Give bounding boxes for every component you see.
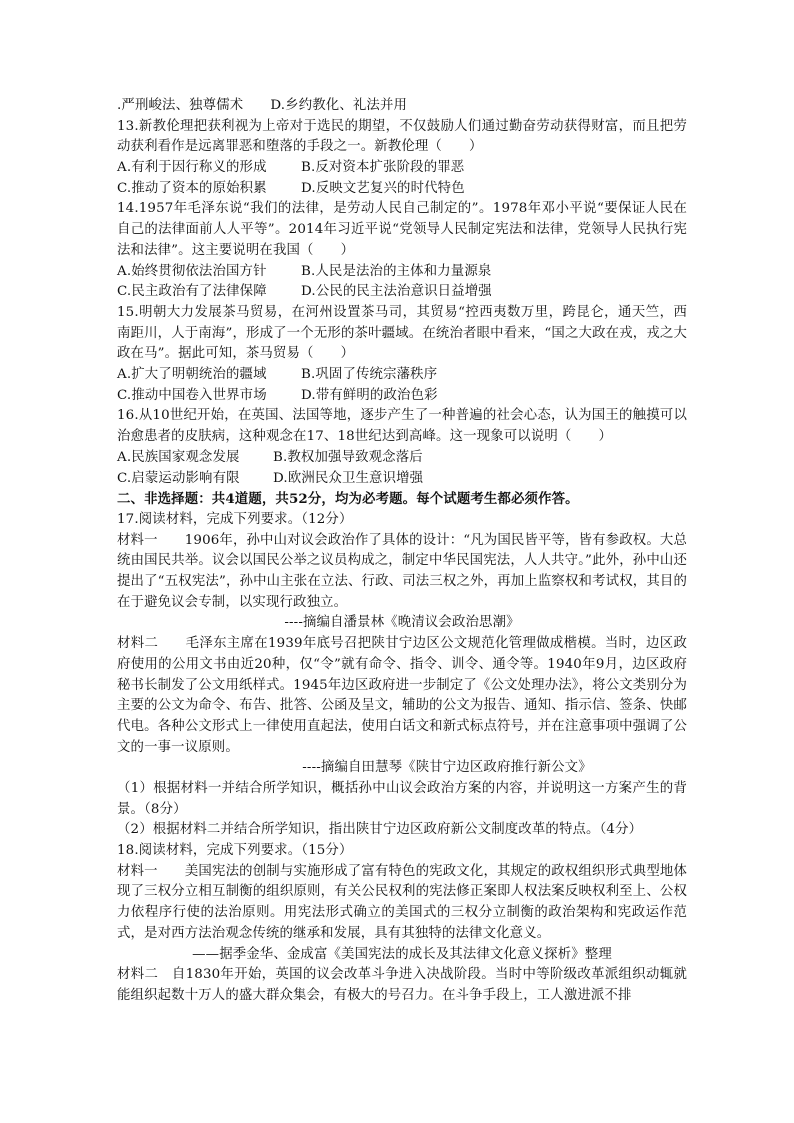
question-17: 17.阅读材料，完成下列要求。（12分） [117, 511, 353, 527]
q14-options-ab [117, 262, 687, 283]
q12-options-cd: .严刑峻法、独尊儒术 D.乡约教化、礼法并用 [117, 98, 408, 113]
question-17-part-1: （1）根据材料一并结合所学知识，概括孙中山议会政治方案的内容，并说明这一方案产生的背景。（8分） [117, 781, 687, 817]
q14-option-a: A.始终贯彻依法治国方针 [117, 263, 267, 279]
q14-options-cd [117, 282, 687, 303]
q13-option-a: A.有利于因行称义的形成 [117, 160, 267, 176]
q14-option-d: D.公民的民主法治意识日益增强 [301, 284, 492, 300]
q15-options-ab [117, 365, 687, 386]
q13-option-c: C.推动了资本的原始积累 [117, 180, 267, 196]
material-2: 材料二 毛泽东主席在1939年底号召把陕甘宁边区公文规范化管理做成楷模。当时，边区政府使用的公用文书由近20种，仅“令”就有命令、指令、训令、通令等。1940年9月，边区政府秘书长制发了公文用纸样式。1945年边区政府进一步制定了《公文处理办法》，将公文类别分为主要的公文为命令、布告、批答、公函及呈文，辅助的公文为报告、通知、指示信、签条、快邮代电。各种公文形式上一律使用直起法，使用白话文和新式标点符号，并在注意事项中强调了公文的一事一议原则。 [117, 636, 687, 755]
question-17-part-2: （2）根据材料二并结合所学知识，指出陕甘宁边区政府新公文制度改革的特点。（4分） [117, 822, 643, 838]
q14-option-b: B.人民是法治的主体和力量源泉 [301, 263, 492, 279]
material-3: 材料一 美国宪法的创制与实施形成了富有特色的宪政文化，其规定的政权组织形式典型地体现了三权分立相互制衡的组织原则，有关公民权利的宪法修正案即人权法案反映权利至上、公权力依程序行使的法治原则。用宪法形式确立的美国式的三权分立制衡的政治架构和宪政运作范式，是对西方法治观念传统的继承和发展，具有其独特的法律文化意义。 [117, 863, 687, 941]
q15-options-cd [117, 386, 687, 407]
q15-option-b: B.巩固了传统宗藩秩序 [301, 367, 438, 383]
question-14: 14.1957年毛泽东说“我们的法律，是劳动人民自己制定的”。1978年邓小平说“要保证人民在自己的法律面前人人平等”。2014年习近平说“党领导人民制定宪法和法律，党领导人民执行宪法和法律”。这主要说明在我国（ ） [117, 201, 687, 258]
q13-option-d: D.反映文艺复兴的时代特色 [301, 180, 465, 196]
material-1-source: ----摘编自潘景林《晚清议会政治思潮》 [284, 615, 520, 631]
q16-option-b: B.教权加强导致观念落后 [273, 449, 423, 465]
q13-option-b: B.反对资本扩张阶段的罪恶 [301, 160, 465, 176]
q16-option-a: A.民族国家观念发展 [117, 449, 240, 465]
q13-options-ab [117, 158, 687, 179]
q16-option-c: C.启蒙运动影响有限 [117, 470, 240, 486]
question-15: 15.明朝大力发展茶马贸易，在河州设置茶马司，其贸易“控西夷数万里，跨昆仑，通天竺，西南距川，人于南海”，形成了一个无形的茶叶疆域。在统治者眼中看来，“国之大政在戎，戎之大政在马”。据此可知，茶马贸易（ ） [117, 304, 687, 362]
q13-options-cd [117, 179, 687, 200]
material-4: 材料二 自1830年开始，英国的议会改革斗争进入决战阶段。当时中等阶级改革派组织动辄就能组织起数十万人的盛大群众集会，有极大的号召力。在斗争手段上，工人激进派不排 [117, 967, 687, 1003]
exam-page [117, 96, 687, 1007]
q16-options-ab [117, 448, 687, 469]
section-2-heading: 二、非选择题：共4道题，共52分，均为必考题。每个试题考生都必须作答。 [117, 491, 579, 508]
q15-option-a: A.扩大了明朝统治的疆域 [117, 367, 267, 383]
q16-option-d: D.欧洲民众卫生意识增强 [273, 470, 424, 486]
material-2-source: ----摘编自田慧琴《陕甘宁边区政府推行新公文》 [302, 760, 592, 776]
material-3-source: ——据季金华、金成富《美国宪法的成长及其法律文化意义探析》整理 [192, 946, 612, 962]
material-1: 材料一 1906年，孙中山对议会政治作了具体的设计：“凡为国民皆平等，皆有参政权。大总统由国民共举。议会以国民公举之议员构成之，制定中华民国宪法，人人共守。”此外，孙中山还提出了“五权宪法”，孙中山主张在立法、行政、司法三权之外，再加上监察权和考试权，其目的在于避免议会专制，以实现行政独立。 [117, 532, 687, 610]
q14-option-c: C.民主政治有了法律保障 [117, 284, 267, 300]
question-18: 18.阅读材料，完成下列要求。（15分） [117, 843, 353, 859]
q15-option-c: C.推动中国卷入世界市场 [117, 387, 267, 403]
q16-options-cd [117, 469, 687, 490]
question-13: 13.新教伦理把获利视为上帝对于选民的期望，不仅鼓励人们通过勤奋劳动获得财富，而且把劳动获利看作是远离罪恶和堕落的手段之一。新教伦理（ ） [117, 118, 687, 155]
question-16: 16.从10世纪开始，在英国、法国等地，逐步产生了一种普遍的社会心态，认为国王的触摸可以治愈患者的皮肤病，这种观念在17、18世纪达到高峰。这一现象可以说明（ ） [117, 408, 687, 445]
q15-option-d: D.带有鲜明的政治色彩 [301, 387, 438, 403]
